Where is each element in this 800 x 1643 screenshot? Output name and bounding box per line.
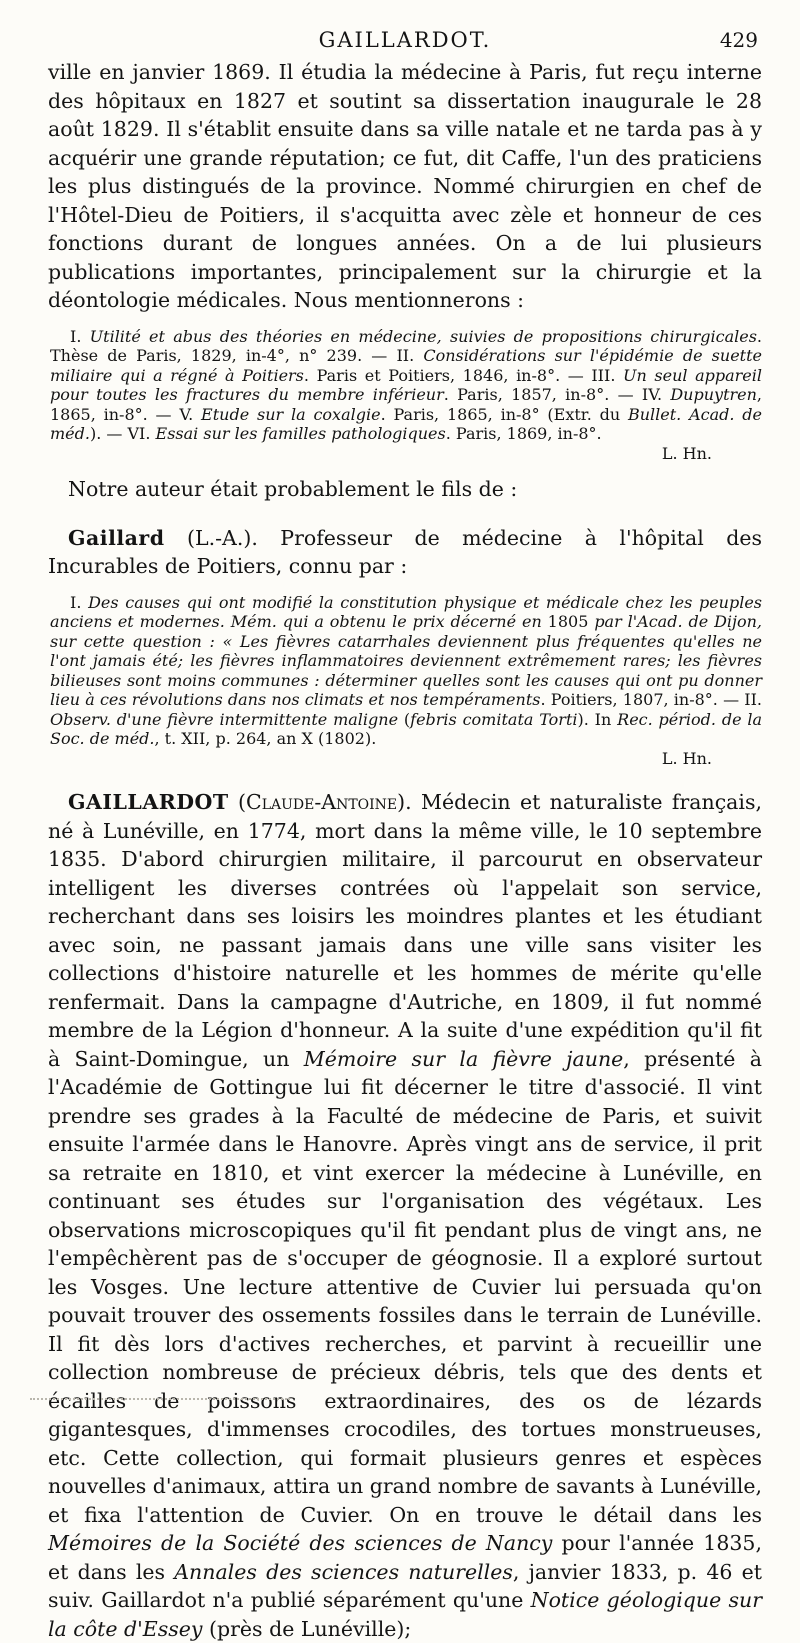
note-text: . Paris, 1865, in-8° (Extr. du xyxy=(380,404,628,424)
journal-title: Annales des sciences naturelles xyxy=(174,1559,513,1584)
transition-sentence: Notre auteur était probablement le fils de : xyxy=(68,477,518,501)
entry-text: pour l'année 1835, et dans les xyxy=(48,1531,762,1584)
entry-text: , présenté à l'Académie de Gottingue lui fit décerner le titre d'associé. Il vint prendre ses grades à la Faculté de médecine de Paris, et suivit ensuite l'armée dans le Hanovre. Après vingt ans de service, il prit sa retraite en 1810, et vint exercer la médecine à Lunéville, en continuant ses études sur l'organisation des végétaux. Les observations microscopiques qu'il fit pendant plus de vingt ans, ne l'empêchèrent pas de s'occuper de géognosie. Il a exploré surtout les Vosges. Une lecture attentive de Cuvier lui persuada qu'on pouvait trouver des ossements fossiles dans le terrain de Lunéville. Il fit dès lors d'actives recherches, et parvint à recueillir une collection nombreuse de précieux débris, tels que des dents et écailles de poissons extraordinaires, des os de lézards gigantesques, d'immenses crocodiles, des tortues monstrueuses, etc. Cette collection, qui formait plusieurs genres et espèces nouvelles d'animaux, attira un grand nombre de savants à Lunéville, et fixa l'attention de Cuvier. On en trouve le détail dans les xyxy=(48,1046,762,1527)
note-text: I. xyxy=(70,326,90,346)
journal-title: Bullet. Acad. de méd. xyxy=(50,404,763,443)
entry-headword: Gaillard xyxy=(68,525,165,550)
note-text: I. xyxy=(70,592,89,612)
author-signature: L. Hn. xyxy=(661,748,712,768)
entry-text: ). xyxy=(397,790,412,814)
entry-name: (L.-A.). xyxy=(164,525,258,550)
work-title: Observ. d'une fièvre intermittente maligne xyxy=(50,709,399,729)
paragraph-continuation: ville en janvier 1869. Il étudia la médecine à Paris, fut reçu interne des hôpitaux en 1827 et soutint sa dissertation inaugurale le 28 août 1829. Il s'établit ensuite dans sa ville natale et ne tarda pas à y acquérir une grande réputation; ce fut, dit Caffe, l'un des praticiens les plus distingués de la province. Nommé chirurgien en chef de l'Hôtel-Dieu de Poitiers, il s'acquitta avec zèle et honneur de ces fonctions durant de longues années. On a de lui plusieurs publications importantes, principalement sur la chirurgie et la déontologie médicales. Nous mentionnerons : xyxy=(48,60,762,312)
note-text: . Paris et Poitiers, 1846, in-8°. — III. xyxy=(303,365,623,385)
bibliography-note-2 xyxy=(48,593,762,769)
note-text: . Poitiers, 1807, in-8°. — II. xyxy=(540,690,762,709)
note-text: ). In xyxy=(577,709,618,729)
note-text: ( xyxy=(398,709,411,729)
entry-gaillardot xyxy=(48,788,762,1643)
footer-rule xyxy=(30,1398,290,1400)
page-number: 429 xyxy=(719,28,758,52)
entry-text: Médecin et naturaliste français, né à Lunéville, en 1774, mort dans la même ville, le 10 septembre 1835. D'abord chirurgien militaire, il parcourut en observateur intelligent les diverses contrées où l'appelait son service, recherchant dans ses loisirs les moindres plantes et les étudiant avec soin, ne passant jamais dans une ville sans visiter les collections d'histoire naturelle et les hommes de mérite qu'elle renfermait. Dans la campagne d'Autriche, en 1809, il fut nommé membre de la Légion d'honneur. A la suite d'une expédition qu'il fit à Saint-Domingue, un xyxy=(48,790,762,1071)
note-text: . Thèse de Paris, 1829, in-4°, n° 239. — II. xyxy=(50,326,762,365)
note-text: , 1865, in-8°. — V. xyxy=(50,385,763,424)
work-title: Essai sur les familles pathologiques xyxy=(155,424,446,443)
work-title: Considérations sur l'épidémie de suette miliaire qui a régné à Poitiers xyxy=(50,346,762,385)
work-title: Notice géologique sur la côte d'Essey xyxy=(48,1588,763,1641)
entry-text: ( xyxy=(228,790,247,814)
entry-text: , janvier 1833, p. 46 et suiv. Gaillardot n'a publié séparément qu'une xyxy=(48,1559,762,1612)
work-title: Des causes qui ont modifié la constitution physique et médicale chez les peuples anciens et modernes. Mém. qui a obtenu le prix décerné en xyxy=(50,592,763,631)
entry-text: (près de Lunéville); xyxy=(202,1616,412,1641)
note-text: , t. XII, p. 264, an X (1802). xyxy=(154,729,377,748)
entry-headword: GAILLARDOT xyxy=(68,790,229,814)
entry-description: Professeur de médecine à l'hôpital des Incurables de Poitiers, connu par : xyxy=(48,525,763,578)
bibliography-note-1 xyxy=(48,327,762,464)
note-text: 1805 xyxy=(541,612,595,631)
note-text: . Paris, 1857, in-8°. — IV. xyxy=(443,385,671,404)
note-text: ). — VI. xyxy=(89,424,156,443)
running-header xyxy=(48,28,762,58)
work-title: Mémoire sur la fièvre jaune xyxy=(303,1046,624,1071)
work-title: febris comitata Torti xyxy=(410,709,578,729)
author-signature: L. Hn. xyxy=(661,443,712,463)
entry-gaillard xyxy=(48,524,762,581)
note-text: . Paris, 1869, in-8°. xyxy=(445,424,602,443)
work-title: par l'Acad. de Dijon, sur cette question : « Les fièvres catarrhales deviennent plus fréquentes qu'elles ne l'ont jamais été; les fièvres inflammatoires deviennent extrêmement rares; les fièvres bilieuses sont moins communes : déterminer quelles sont les causes qui ont pu donner lieu à ces révolutions dans nos climats et nos tempéraments xyxy=(50,612,763,709)
work-title: Etude sur la coxalgie xyxy=(201,404,381,424)
work-title: Un seul appareil pour toutes les fractures du membre inférieur xyxy=(50,365,762,404)
journal-title: Mémoires de la Société des sciences de Nancy xyxy=(48,1531,553,1555)
work-title: Dupuytren xyxy=(670,385,757,404)
running-title: GAILLARDOT. xyxy=(318,28,492,52)
work-title: Utilité et abus des théories en médecine, suivies de propositions chirurgicales xyxy=(89,326,757,346)
journal-title: Rec. périod. de la Soc. de méd. xyxy=(50,709,763,748)
entry-name: Claude-Antoine xyxy=(246,790,398,814)
